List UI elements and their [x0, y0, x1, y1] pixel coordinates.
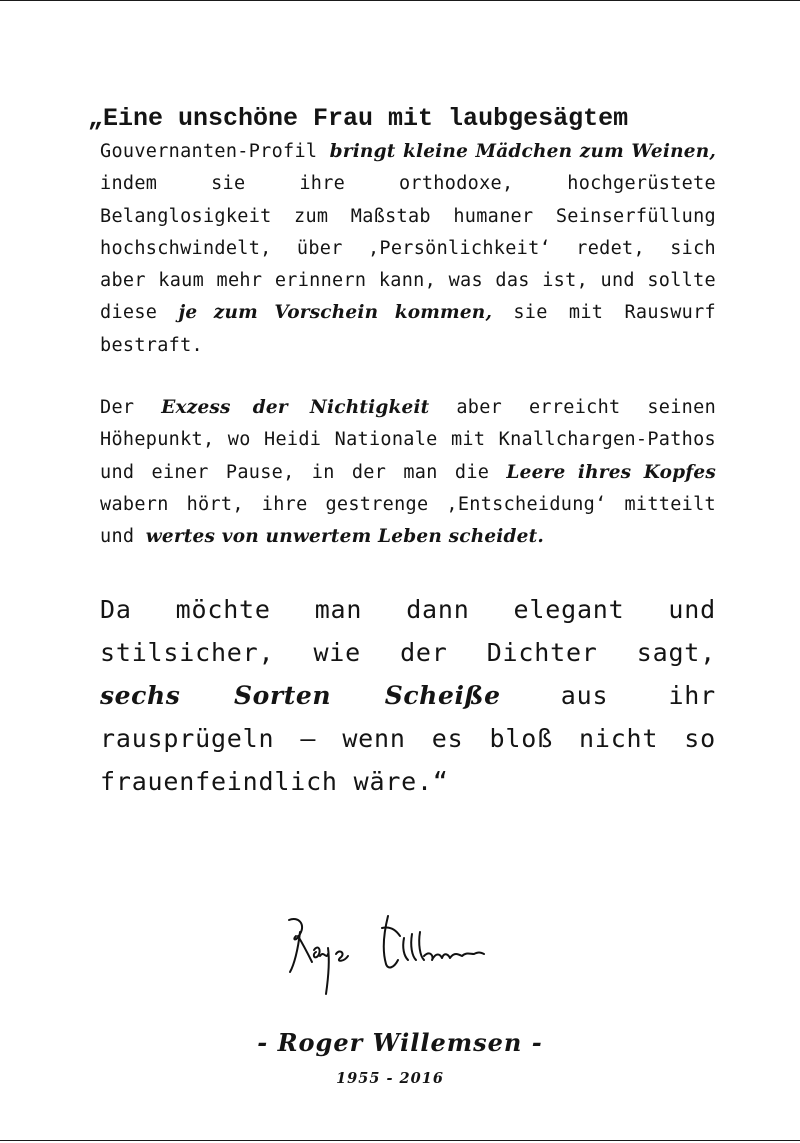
bottom-border: [0, 1140, 800, 1141]
emphasis: sechs Sorten Scheiße: [100, 680, 501, 710]
emphasis: bringt kleine Mädchen zum Weinen,: [329, 141, 716, 162]
quote-headline: „Eine unschöne Frau mit laubgesägtem: [88, 104, 629, 133]
handwritten-signature: [284, 910, 494, 1000]
emphasis: je zum Vorschein kommen,: [178, 302, 493, 324]
top-border: [0, 0, 800, 1]
quote-block: [88, 102, 717, 803]
emphasis: Leere ihres Kopfes: [506, 461, 716, 483]
author-name: - Roger Willemsen -: [257, 1028, 543, 1057]
quote-paragraph-2: Der Exzess der Nichtigkeit aber erreicht seinen Höhepunkt, wo Heidi Nationale mit Knallchargen-Pathos und einer Pause, in der man die Leere ihres Kopfes wabern hört, ihre gestrenge ‚Entscheidung‘ mitteilt und wertes von unwertem Leben scheidet.: [100, 397, 717, 548]
emphasis: Exzess der Nichtigkeit: [161, 397, 430, 419]
author-dates: 1955 - 2016: [336, 1070, 444, 1087]
quote-closing: Da möchte man dann elegant und stilsicher, wie der Dichter sagt, sechs Sorten Scheiße aus ihr rausprügeln – wenn es bloß nicht so frauenfeindlich wäre.“: [100, 594, 716, 796]
emphasis: wertes von unwertem Leben scheidet.: [145, 526, 545, 548]
quote-paragraph-1: Gouvernanten-Profil bringt kleine Mädchen zum Weinen, indem sie ihre orthodoxe, hochgerüstete Belanglosigkeit zum Maßstab humaner Seinserfüllung hochschwindelt, über ‚Persönlichkeit‘ redet, sich aber kaum mehr erinnern kann, was das ist, und sollte diese je zum Vorschein kommen, sie mit Rauswurf bestraft.: [100, 141, 716, 356]
